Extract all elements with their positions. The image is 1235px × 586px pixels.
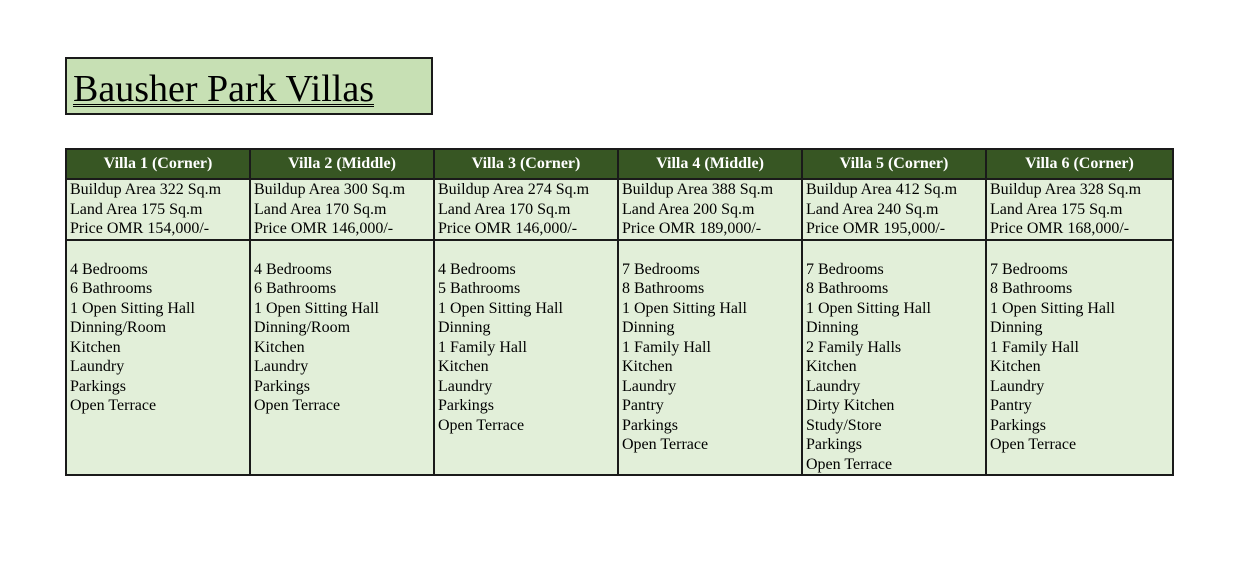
feature-item: 1 Open Sitting Hall bbox=[438, 299, 563, 317]
feature-item: Dinning/Room bbox=[254, 319, 351, 336]
feature-item: Parkings bbox=[806, 436, 862, 453]
feature-item: Dinning/Room bbox=[70, 319, 167, 336]
villa-features-cell bbox=[434, 240, 618, 476]
feature-item: Kitchen bbox=[806, 358, 857, 375]
feature-item: Kitchen bbox=[622, 358, 673, 375]
feature-item: Parkings bbox=[70, 377, 126, 395]
feature-item: 8 Bathrooms bbox=[806, 280, 889, 297]
feature-item: Parkings bbox=[622, 416, 678, 434]
feature-item: Dirty Kitchen bbox=[806, 397, 895, 414]
feature-item: Laundry bbox=[990, 377, 1045, 395]
column-header: Villa 3 (Corner) bbox=[434, 149, 618, 179]
feature-item: Dinning bbox=[622, 319, 675, 336]
page-title: Bausher Park Villas bbox=[73, 68, 374, 110]
spacer bbox=[254, 241, 433, 260]
column-header: Villa 2 (Middle) bbox=[250, 149, 434, 179]
villa-summary-cell bbox=[434, 179, 618, 240]
feature-item: 1 Family Hall bbox=[990, 338, 1079, 356]
column-header: Villa 1 (Corner) bbox=[66, 149, 250, 179]
feature-item: 6 Bathrooms bbox=[254, 280, 337, 297]
feature-item: 1 Open Sitting Hall bbox=[990, 299, 1115, 317]
feature-item: 8 Bathrooms bbox=[622, 280, 705, 297]
feature-item: Laundry bbox=[622, 377, 677, 395]
buildup-area: Buildup Area 322 Sq.m bbox=[70, 181, 222, 198]
feature-item: Open Terrace bbox=[438, 416, 525, 434]
price: Price OMR 146,000/- bbox=[254, 220, 394, 237]
feature-item: Parkings bbox=[254, 377, 310, 395]
spacer bbox=[438, 241, 617, 260]
land-area: Land Area 200 Sq.m bbox=[622, 200, 755, 218]
feature-item: Kitchen bbox=[254, 338, 305, 356]
feature-item: Open Terrace bbox=[622, 436, 709, 453]
feature-item: 1 Open Sitting Hall bbox=[254, 299, 379, 317]
price: Price OMR 195,000/- bbox=[806, 220, 946, 237]
feature-item: Kitchen bbox=[438, 358, 489, 375]
price: Price OMR 146,000/- bbox=[438, 220, 578, 237]
feature-item: Open Terrace bbox=[70, 397, 157, 414]
spacer bbox=[806, 241, 985, 260]
header-row bbox=[66, 149, 1173, 179]
land-area: Land Area 240 Sq.m bbox=[806, 200, 939, 218]
feature-item: Open Terrace bbox=[254, 397, 341, 414]
buildup-area: Buildup Area 412 Sq.m bbox=[806, 181, 958, 198]
spacer bbox=[622, 241, 801, 260]
feature-item: 4 Bedrooms bbox=[70, 260, 148, 278]
feature-item: Dinning bbox=[990, 319, 1043, 336]
feature-item: 4 Bedrooms bbox=[254, 260, 332, 278]
column-header: Villa 6 (Corner) bbox=[986, 149, 1173, 179]
feature-item: 1 Family Hall bbox=[622, 338, 711, 356]
feature-item: 7 Bedrooms bbox=[622, 260, 700, 278]
feature-item: 4 Bedrooms bbox=[438, 260, 516, 278]
feature-item: Open Terrace bbox=[806, 455, 893, 473]
villa-summary-cell bbox=[618, 179, 802, 240]
buildup-area: Buildup Area 328 Sq.m bbox=[990, 181, 1142, 198]
villa-features-cell bbox=[986, 240, 1173, 476]
feature-item: Kitchen bbox=[990, 358, 1041, 375]
feature-item: Laundry bbox=[438, 377, 493, 395]
villa-features-cell bbox=[618, 240, 802, 476]
spacer bbox=[990, 241, 1172, 260]
feature-item: Laundry bbox=[806, 377, 861, 395]
land-area: Land Area 175 Sq.m bbox=[990, 200, 1123, 218]
feature-item: Dinning bbox=[806, 319, 859, 336]
features-row bbox=[66, 240, 1173, 476]
price: Price OMR 154,000/- bbox=[70, 220, 210, 237]
feature-item: Pantry bbox=[622, 397, 664, 414]
price: Price OMR 168,000/- bbox=[990, 220, 1130, 237]
feature-item: 7 Bedrooms bbox=[990, 260, 1068, 278]
feature-item: Laundry bbox=[254, 358, 309, 375]
feature-item: 1 Open Sitting Hall bbox=[806, 299, 931, 317]
buildup-area: Buildup Area 300 Sq.m bbox=[254, 181, 406, 198]
column-header: Villa 5 (Corner) bbox=[802, 149, 986, 179]
villas-table bbox=[65, 148, 1174, 476]
feature-item: Parkings bbox=[438, 397, 494, 414]
villa-summary-cell bbox=[250, 179, 434, 240]
feature-item: Study/Store bbox=[806, 416, 882, 434]
feature-item: Open Terrace bbox=[990, 436, 1077, 453]
feature-item: 8 Bathrooms bbox=[990, 280, 1073, 297]
feature-item: Parkings bbox=[990, 416, 1046, 434]
feature-item: 1 Family Hall bbox=[438, 338, 527, 356]
price: Price OMR 189,000/- bbox=[622, 220, 762, 237]
column-header: Villa 4 (Middle) bbox=[618, 149, 802, 179]
feature-item: 5 Bathrooms bbox=[438, 280, 521, 297]
villa-summary-cell bbox=[802, 179, 986, 240]
feature-item: 1 Open Sitting Hall bbox=[70, 299, 195, 317]
title-box bbox=[65, 57, 433, 115]
feature-item: Laundry bbox=[70, 358, 125, 375]
feature-item: 2 Family Halls bbox=[806, 338, 902, 356]
feature-item: 6 Bathrooms bbox=[70, 280, 153, 297]
feature-item: Kitchen bbox=[70, 338, 121, 356]
summary-row bbox=[66, 179, 1173, 240]
buildup-area: Buildup Area 388 Sq.m bbox=[622, 181, 774, 198]
land-area: Land Area 175 Sq.m bbox=[70, 200, 203, 218]
land-area: Land Area 170 Sq.m bbox=[254, 200, 387, 218]
spacer bbox=[70, 241, 249, 260]
land-area: Land Area 170 Sq.m bbox=[438, 200, 571, 218]
villa-features-cell bbox=[802, 240, 986, 476]
feature-item: 1 Open Sitting Hall bbox=[622, 299, 747, 317]
feature-item: Pantry bbox=[990, 397, 1032, 414]
villa-summary-cell bbox=[986, 179, 1173, 240]
buildup-area: Buildup Area 274 Sq.m bbox=[438, 181, 590, 198]
villa-features-cell bbox=[66, 240, 250, 476]
feature-item: 7 Bedrooms bbox=[806, 260, 884, 278]
villa-summary-cell bbox=[66, 179, 250, 240]
feature-item: Dinning bbox=[438, 319, 491, 336]
villa-features-cell bbox=[250, 240, 434, 476]
